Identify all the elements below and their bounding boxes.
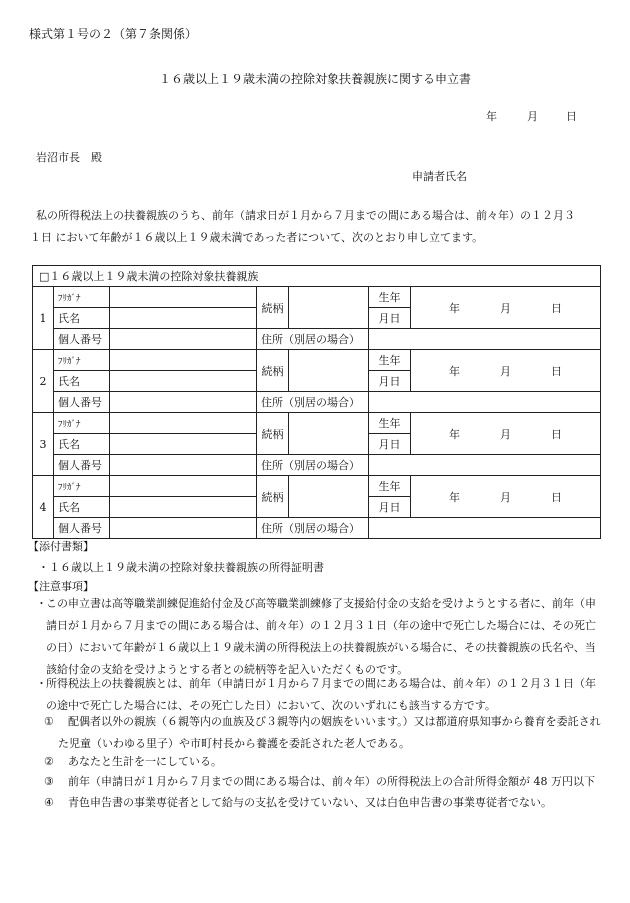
- furigana-field[interactable]: [110, 287, 257, 308]
- mynumber-field[interactable]: [110, 329, 257, 350]
- birthdate-field[interactable]: [411, 413, 601, 455]
- birth-day-label: 日: [551, 490, 563, 504]
- relation-label: 続柄: [257, 287, 289, 329]
- relation-label: 続柄: [257, 413, 289, 455]
- row-number: 2: [33, 350, 54, 413]
- note-line: の日）において年齢が１６歳以上１９歳未満の所得税法上の扶養親族がいる場合に、その扶養親族の氏名や、当: [46, 641, 596, 654]
- condition-4: [44, 792, 604, 814]
- relation-label: 続柄: [257, 350, 289, 392]
- note-1: [36, 593, 611, 681]
- dependent-row-3-top: [33, 413, 601, 434]
- furigana-field[interactable]: [110, 413, 257, 434]
- date-year: 年: [486, 110, 497, 123]
- birth-label-top: 生年: [369, 413, 411, 434]
- birth-year-label: 年: [449, 427, 460, 441]
- name-field[interactable]: [110, 434, 257, 455]
- birth-label-bottom: 月日: [369, 434, 411, 455]
- note-line: 請日が１月から７月までの間にある場合は、前々年）の１２月３１日（年の途中で死亡した場合には、その死亡: [46, 619, 596, 632]
- birthdate-field[interactable]: [411, 350, 601, 392]
- condition-line: た児童（いわゆる里子）や市町村長から養護を委託された老人である。: [58, 737, 410, 750]
- birth-day-label: 日: [551, 301, 563, 315]
- birthdate-field[interactable]: [411, 287, 601, 329]
- dependent-row-4-top: [33, 476, 601, 497]
- statement-line: １日 において年齢が１６歳以上１９歳未満であった者について、次のとおり申し立てます。: [30, 231, 484, 244]
- attachments-heading: 【添付書類】: [28, 540, 94, 553]
- furigana-field[interactable]: [110, 350, 257, 371]
- address-field[interactable]: [369, 392, 601, 413]
- condition-2: [44, 751, 604, 773]
- mynumber-field[interactable]: [110, 455, 257, 476]
- statement: [30, 205, 575, 249]
- birth-label-top: 生年: [369, 287, 411, 308]
- name-field[interactable]: [110, 371, 257, 392]
- mynumber-label: 個人番号: [54, 392, 110, 413]
- birth-label-bottom: 月日: [369, 371, 411, 392]
- birth-label-top: 生年: [369, 350, 411, 371]
- birth-month-label: 月: [500, 364, 512, 378]
- name-label: 氏名: [54, 497, 110, 518]
- birth-month-label: 月: [500, 301, 512, 315]
- name-field[interactable]: [110, 308, 257, 329]
- mynumber-field[interactable]: [110, 392, 257, 413]
- page-title: １６歳以上１９歳未満の控除対象扶養親族に関する申立書: [158, 72, 471, 86]
- birth-label-top: 生年: [369, 476, 411, 497]
- note-line: 該給付金の支給を受けようとする者との続柄等を記入いただくものです。: [46, 663, 409, 676]
- mynumber-field[interactable]: [110, 518, 257, 539]
- note-bullet: ・: [36, 597, 47, 610]
- name-label: 氏名: [54, 308, 110, 329]
- mynumber-label: 個人番号: [54, 455, 110, 476]
- address-label: 住所（別居の場合）: [257, 518, 369, 539]
- furigana-label: ﾌﾘｶﾞﾅ: [54, 350, 110, 371]
- note-line: 所得税法上の扶養親族とは、前年（申請日が１月から７月までの間にある場合は、前々年）の１２月３１日（年: [46, 677, 596, 690]
- row-number: 3: [33, 413, 54, 476]
- note-bullet: ・: [36, 677, 47, 690]
- relation-label: 続柄: [257, 476, 289, 518]
- birth-month-label: 月: [500, 427, 512, 441]
- birth-label-bottom: 月日: [369, 308, 411, 329]
- relation-field[interactable]: [289, 350, 369, 392]
- mynumber-label: 個人番号: [54, 518, 110, 539]
- furigana-label: ﾌﾘｶﾞﾅ: [54, 413, 110, 434]
- furigana-label: ﾌﾘｶﾞﾅ: [54, 476, 110, 497]
- dependent-row-1-top: [33, 287, 601, 308]
- birth-day-label: 日: [551, 427, 563, 441]
- addressee: 岩沼市長 殿: [36, 151, 102, 164]
- name-label: 氏名: [54, 434, 110, 455]
- table-header: □１６歳以上１９歳未満の控除対象扶養親族: [33, 266, 601, 287]
- attachment-item: ・１６歳以上１９歳未満の控除対象扶養親族の所得証明書: [38, 561, 324, 574]
- condition-line: 配偶者以外の親族（６親等内の血族及び３親等内の姻族をいいます。）又は都道府県知事から養育を委託され: [68, 715, 601, 728]
- applicant-label: 申請者氏名: [412, 170, 467, 183]
- birth-year-label: 年: [449, 490, 460, 504]
- address-label: 住所（別居の場合）: [257, 455, 369, 476]
- address-field[interactable]: [369, 455, 601, 476]
- birth-month-label: 月: [500, 490, 512, 504]
- address-field[interactable]: [369, 518, 601, 539]
- birth-day-label: 日: [551, 364, 563, 378]
- condition-1: [44, 711, 604, 755]
- date-month: 月: [527, 110, 538, 123]
- row-number: 4: [33, 476, 54, 539]
- condition-line: 青色申告書の事業専従者として給与の支払を受けていない、又は白色申告書の事業専従者でない。: [68, 796, 552, 809]
- mynumber-label: 個人番号: [54, 329, 110, 350]
- condition-3: [44, 771, 604, 793]
- condition-line: あなたと生計を一にしている。: [68, 755, 222, 768]
- notes-heading: 【注意事項】: [28, 580, 94, 593]
- condition-number: ②: [44, 755, 54, 768]
- name-field[interactable]: [110, 497, 257, 518]
- address-field[interactable]: [369, 329, 601, 350]
- birth-year-label: 年: [449, 364, 460, 378]
- row-number: 1: [33, 287, 54, 350]
- condition-number: ④: [44, 796, 54, 809]
- form-label: 様式第１号の２（第７条関係）: [29, 27, 198, 41]
- condition-number: ①: [44, 715, 54, 728]
- relation-field[interactable]: [289, 476, 369, 518]
- birth-year-label: 年: [449, 301, 460, 315]
- address-label: 住所（別居の場合）: [257, 392, 369, 413]
- note-line: の途中で死亡した場合には、その死亡した日）において、次のいずれにも該当する方です。: [46, 699, 496, 712]
- furigana-label: ﾌﾘｶﾞﾅ: [54, 287, 110, 308]
- dependents-table: [32, 265, 601, 539]
- birthdate-field[interactable]: [411, 476, 601, 518]
- dependent-row-2-top: [33, 350, 601, 371]
- note-line: この申立書は高等職業訓練促進給付金及び高等職業訓練修了支援給付金の支給を受けようとする者に、前年（申: [46, 597, 596, 610]
- relation-field[interactable]: [289, 287, 369, 329]
- birth-label-bottom: 月日: [369, 497, 411, 518]
- date-day: 日: [566, 110, 577, 123]
- address-label: 住所（別居の場合）: [257, 329, 369, 350]
- condition-line: 前年（申請日が１月から７月までの間にある場合は、前々年）の所得税法上の合計所得金額が 48 万円以下: [68, 775, 595, 788]
- name-label: 氏名: [54, 371, 110, 392]
- condition-number: ③: [44, 775, 54, 788]
- statement-line: 私の所得税法上の扶養親族のうち、前年（請求日が１月から７月までの間にある場合は、前々年）の１２月３: [36, 209, 575, 222]
- relation-field[interactable]: [289, 413, 369, 455]
- furigana-field[interactable]: [110, 476, 257, 497]
